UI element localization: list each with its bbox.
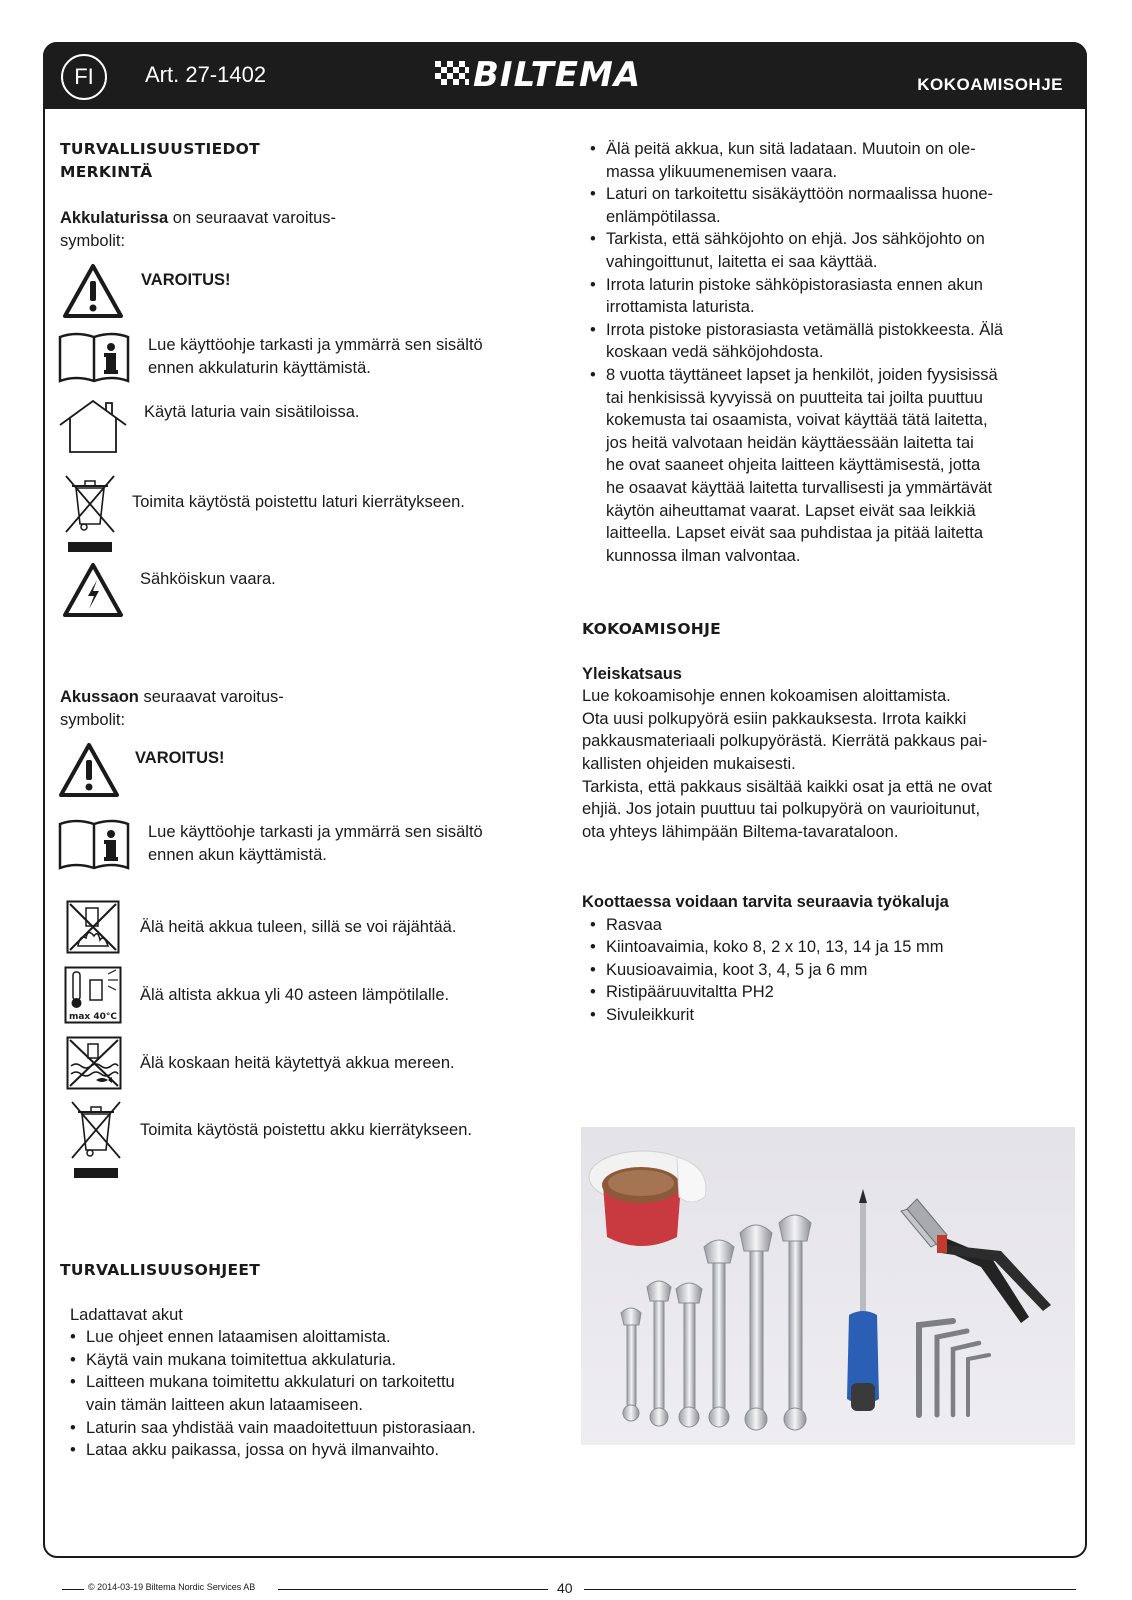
- symbol-text: VAROITUS!: [135, 748, 225, 767]
- list-item: • Sivuleikkurit: [580, 1004, 1082, 1027]
- footer-rule-left-cap: [62, 1589, 84, 1590]
- charger-intro: [60, 207, 540, 252]
- safety-instructions: [60, 1259, 540, 1462]
- list-item: • Ristipääruuvitaltta PH2: [580, 981, 1082, 1004]
- manual-info-icon: [58, 818, 130, 870]
- symbol-text: Lue käyttöohje tarkasti ja ymmärrä sen sisältö ennen akun käyttämistä.: [148, 823, 483, 864]
- safety-bullets: [582, 138, 1082, 567]
- article-number: Art. 27-1402: [145, 62, 267, 87]
- max-temp-icon: [64, 966, 122, 1024]
- list-item: • Lataa akku paikassa, jossa on hyvä ilmanvaihto.: [60, 1439, 540, 1462]
- brand-logo: [435, 57, 641, 93]
- battery-symbol-sea: [66, 1036, 455, 1090]
- charger-intro-text: on seuraavat varoitus- symbolit:: [60, 209, 337, 250]
- overview-heading: Yleiskatsaus: [582, 664, 682, 683]
- symbol-text: Toimita käytöstä poistettu akku kierrätykseen.: [140, 1120, 472, 1139]
- list-item: • Laturin saa yhdistää vain maadoitettuun pistorasiaan.: [60, 1417, 540, 1440]
- assembly-section: [582, 618, 1082, 843]
- battery-symbol-fire: [66, 900, 456, 954]
- tools-heading: Koottaessa voidaan tarvita seuraavia työkaluja: [582, 893, 949, 911]
- instructions-subheading: Ladattavat akut: [70, 1305, 183, 1324]
- section-subheading: MERKINTÄ: [60, 162, 153, 181]
- battery-symbol-warning: [58, 742, 225, 798]
- symbol-text: Sähköiskun vaara.: [140, 569, 276, 588]
- battery-intro: [60, 686, 540, 731]
- page-number: 40: [557, 1580, 573, 1596]
- symbol-text: Älä heitä akkua tuleen, sillä se voi räjähtää.: [140, 917, 457, 936]
- section-heading: TURVALLISUUSTIEDOT: [60, 140, 260, 158]
- house-icon: [58, 398, 128, 454]
- list-item: • Kiintoavaimia, koko 8, 2 x 10, 13, 14 ja 15 mm: [580, 936, 1082, 959]
- battery-symbol-recycle: [68, 1100, 472, 1180]
- footer-rule-right: [584, 1589, 1076, 1590]
- weee-bin-icon: [68, 1100, 124, 1180]
- tools-list: [580, 914, 1082, 1027]
- symbol-text: VAROITUS!: [141, 270, 231, 289]
- charger-symbol-shock: [62, 562, 276, 618]
- symbol-text: Älä koskaan heitä käytettyä akkua mereen.: [140, 1053, 455, 1072]
- list-item: • Irrota laturin pistoke sähköpistorasiasta ennen akun irrottamista laturista.: [580, 274, 1082, 319]
- weee-bin-icon: [62, 474, 118, 554]
- charger-symbol-indoor: [58, 398, 360, 454]
- symbol-text: Toimita käytöstä poistettu laturi kierrätykseen.: [132, 492, 465, 511]
- symbol-text: Käytä laturia vain sisätiloissa.: [144, 402, 360, 421]
- section-heading: TURVALLISUUSOHJEET: [60, 1261, 261, 1279]
- symbol-text: Älä altista akkua yli 40 asteen lämpötilalle.: [140, 985, 450, 1004]
- safety-info-heading: [60, 138, 540, 183]
- overview-text: Lue kokoamisohje ennen kokoamisen aloittamista. Ota uusi polkupyörä esiin pakkauksesta. Irrota kaikki pakkausmateriaali polkupyörästä. Kierrätä pakkaus pai- kallisten ohjeiden mukaisesti. Tarkista, että pakkaus sisältää kaikki osat ja että ne ovat ehjiä. Jos jotain puuttuu tai polkupyörä on vaurioitunut, ota yhteys lähimpään Biltema-tavarataloon.: [582, 687, 992, 841]
- manual-info-icon: [58, 331, 130, 383]
- list-item: • Kuusioavaimia, koot 3, 4, 5 ja 6 mm: [580, 959, 1082, 982]
- charger-symbol-manual: [58, 331, 483, 383]
- instructions-list: [60, 1326, 540, 1462]
- charger-symbol-recycle: [62, 474, 465, 554]
- section-heading: KOKOAMISOHJE: [582, 620, 722, 638]
- no-sea-disposal-icon: [66, 1036, 122, 1090]
- list-item: • Laitteen mukana toimitettu akkulaturi on tarkoitettu vain tämän laitteen akun lataamiseen.: [60, 1371, 540, 1416]
- list-item: • Irrota pistoke pistorasiasta vetämällä pistokkeesta. Älä koskaan vedä sähköjohdosta.: [580, 319, 1082, 364]
- tools-illustration: [581, 1127, 1075, 1445]
- footer-rule-left: [278, 1589, 548, 1590]
- checkered-flag-icon: [435, 61, 469, 89]
- list-item: • Käytä vain mukana toimitettua akkulaturia.: [60, 1349, 540, 1372]
- copyright: © 2014-03-19 Biltema Nordic Services AB: [88, 1582, 256, 1592]
- brand-name: BILTEMA: [473, 55, 642, 95]
- doc-type-label: KOKOAMISOHJE: [917, 75, 1063, 94]
- bullet-list: [580, 138, 1082, 567]
- list-item: • Rasvaa: [580, 914, 1082, 937]
- charger-symbol-warning: [62, 263, 231, 319]
- battery-symbol-temperature: [64, 966, 449, 1024]
- list-item: • Tarkista, että sähköjohto on ehjä. Jos sähköjohto on vahingoittunut, laitetta ei saa käyttää.: [580, 228, 1082, 273]
- warning-triangle-icon: [58, 742, 120, 798]
- warning-triangle-icon: [62, 263, 124, 319]
- no-fire-icon: [66, 900, 120, 954]
- tools-section: [582, 891, 1082, 1027]
- battery-intro-bold: Akussaon: [60, 688, 139, 706]
- list-item: • 8 vuotta täyttäneet lapset ja henkilöt, joiden fyysisissä tai henkisissä kyvyissä on puutteita tai joilta puuttuu kokemusta tai osaamista, voivat käyttää tätä laitetta, jos heitä valvotaan heidän käyttäessään laitetta tai he ovat saaneet ohjeita laitteen käyttämisestä, jotta he osaavat käyttää laitetta turvallisesti ja ymmärtävät käytön aiheuttamat vaarat. Lapset eivät saa leikkiä laitteella. Lapset eivät saa puhdistaa ja pitää laitetta kunnossa ilman valvontaa.: [580, 364, 1082, 567]
- battery-intro-text: seuraavat varoitus- symbolit:: [60, 688, 284, 729]
- battery-symbol-manual: [58, 818, 483, 870]
- electric-shock-icon: [62, 562, 124, 618]
- list-item: • Älä peitä akkua, kun sitä ladataan. Muutoin on ole- massa ylikuumenemisen vaara.: [580, 138, 1082, 183]
- list-item: • Laturi on tarkoitettu sisäkäyttöön normaalissa huone- enlämpötilassa.: [580, 183, 1082, 228]
- max-temp-label: max 40°C: [68, 1012, 118, 1022]
- page-header: [43, 42, 1087, 109]
- list-item: • Lue ohjeet ennen lataamisen aloittamista.: [60, 1326, 540, 1349]
- symbol-text: Lue käyttöohje tarkasti ja ymmärrä sen sisältö ennen akkulaturin käyttämistä.: [148, 336, 483, 377]
- tools-photo: [581, 1127, 1075, 1445]
- charger-intro-bold: Akkulaturissa: [60, 209, 169, 227]
- language-badge: FI: [61, 54, 107, 100]
